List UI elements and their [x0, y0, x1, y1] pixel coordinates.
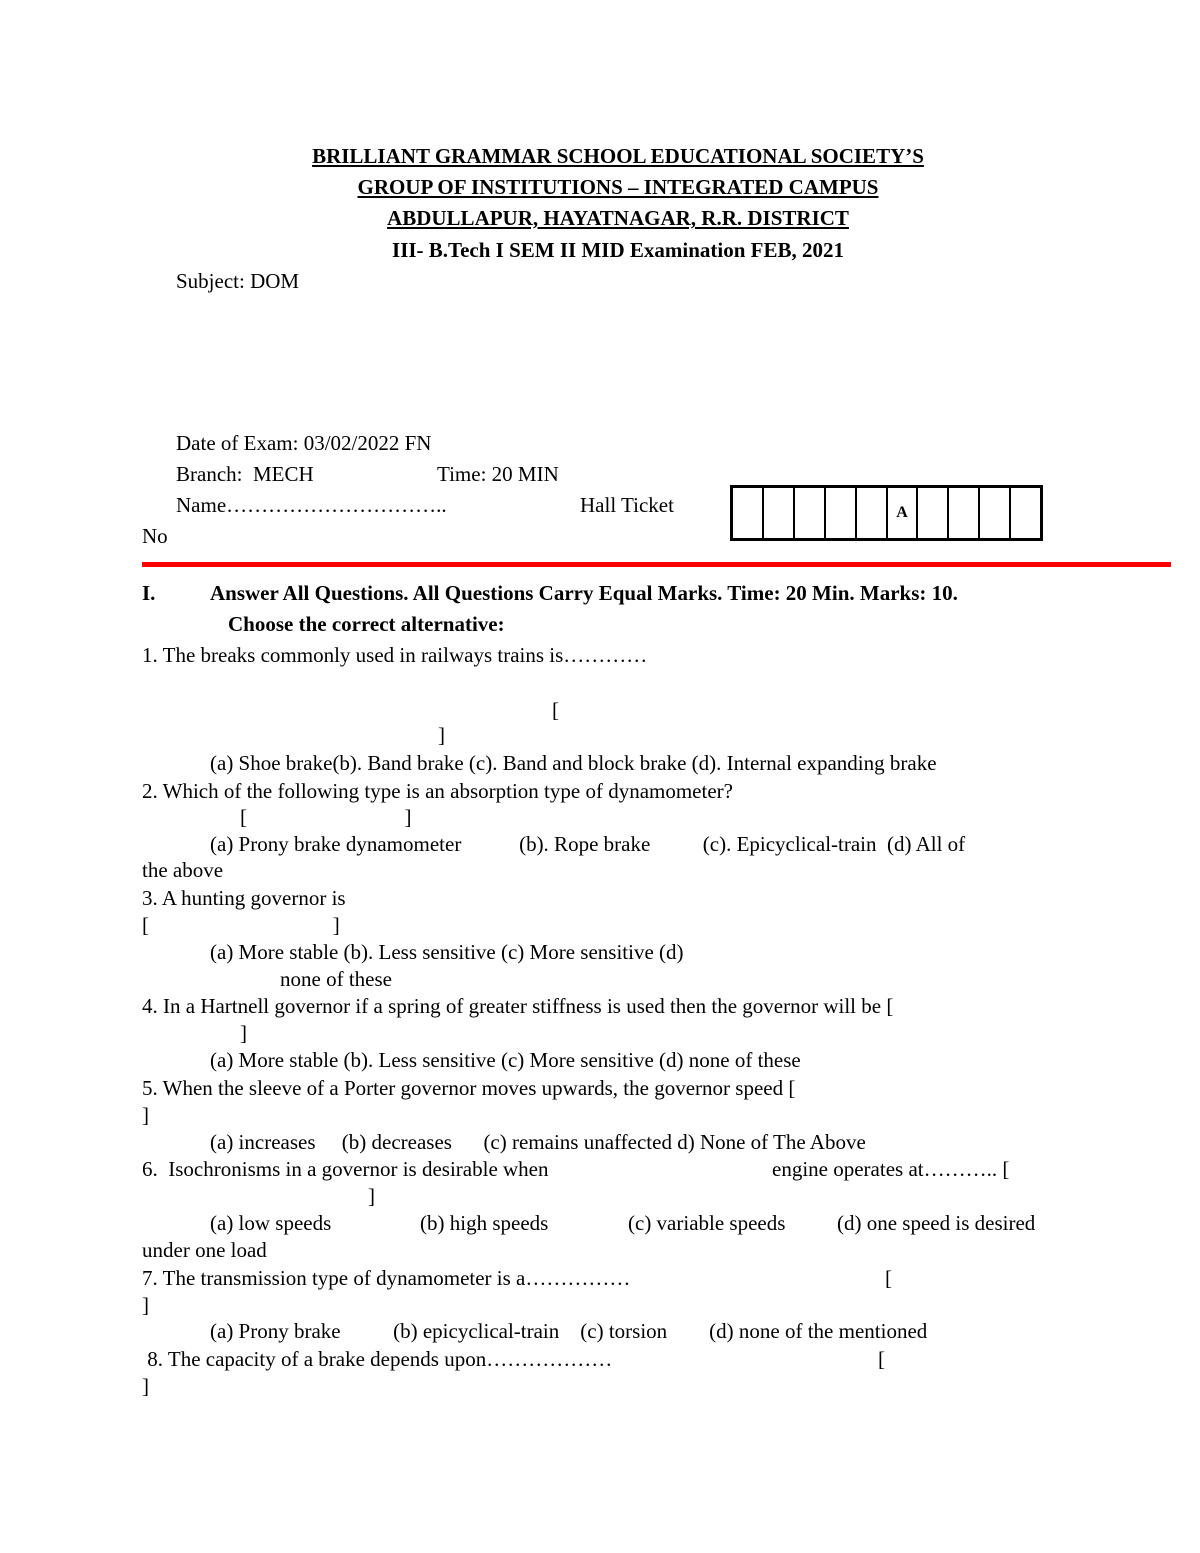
red-divider — [142, 562, 1171, 567]
hall-ticket-cell[interactable] — [1011, 488, 1040, 538]
exam-time: Time: 20 MIN — [437, 462, 559, 486]
answer-bracket-close: ] — [438, 723, 445, 747]
question-6-option-a: (a) low speeds — [210, 1211, 332, 1235]
branch: Branch: MECH — [176, 462, 314, 486]
question-8: 8. The capacity of a brake depends upon……………… — [142, 1347, 613, 1371]
answer-bracket-close: ] — [368, 1184, 375, 1208]
question-7-options: (a) Prony brake (b) epicyclical-train (c) torsion (d) none of the mentioned — [210, 1319, 928, 1343]
question-6-option-c: (c) variable speeds — [628, 1211, 786, 1235]
question-3-options-cont: none of these — [280, 967, 392, 991]
answer-bracket-close: ] — [142, 1374, 149, 1398]
hall-ticket-cell[interactable] — [826, 488, 857, 538]
header-address-line: ABDULLAPUR, HAYATNAGAR, R.R. DISTRICT — [387, 206, 849, 230]
answer-bracket-open: [ — [552, 698, 559, 722]
section-subinstruction: Choose the correct alternative: — [228, 612, 505, 636]
exam-date: Date of Exam: 03/02/2022 FN — [176, 431, 432, 455]
header-institution-line: BRILLIANT GRAMMAR SCHOOL EDUCATIONAL SOCIETY’S — [312, 144, 924, 168]
section-instruction: Answer All Questions. All Questions Carry Equal Marks. Time: 20 Min. Marks: 10. — [210, 581, 958, 605]
question-4-options: (a) More stable (b). Less sensitive (c) More sensitive (d) none of these — [210, 1048, 801, 1072]
answer-bracket-open: [ — [878, 1347, 885, 1371]
question-7: 7. The transmission type of dynamometer is a…………… — [142, 1266, 631, 1290]
question-2-options-cont: the above — [142, 858, 224, 882]
question-6: 6. Isochronisms in a governor is desirable when — [142, 1157, 549, 1181]
question-3-options: (a) More stable (b). Less sensitive (c) More sensitive (d) — [210, 940, 684, 964]
hall-ticket-cell[interactable] — [733, 488, 764, 538]
hall-ticket-cell[interactable]: A — [888, 488, 919, 538]
answer-bracket-close: ] — [142, 1293, 149, 1317]
question-6-options-cont: under one load — [142, 1238, 267, 1262]
answer-bracket-close: ] — [142, 1103, 149, 1127]
hall-ticket-cell[interactable] — [918, 488, 949, 538]
hall-ticket-cell[interactable] — [980, 488, 1011, 538]
question-3: 3. A hunting governor is — [142, 886, 346, 910]
answer-bracket: [ ] — [240, 805, 412, 829]
question-5-options: (a) increases (b) decreases (c) remains unaffected d) None of The Above — [210, 1130, 866, 1154]
header-group-line: GROUP OF INSTITUTIONS – INTEGRATED CAMPUS — [357, 175, 879, 199]
question-2: 2. Which of the following type is an absorption type of dynamometer? — [142, 779, 733, 803]
name-field[interactable]: Name………………………….. — [176, 493, 447, 517]
answer-bracket-open: [ — [885, 1266, 892, 1290]
question-5: 5. When the sleeve of a Porter governor moves upwards, the governor speed [ — [142, 1076, 796, 1100]
hall-ticket-no-label: No — [142, 524, 168, 548]
subject-line: Subject: DOM — [176, 269, 300, 293]
question-6-option-b: (b) high speeds — [420, 1211, 549, 1235]
question-6-option-d: (d) one speed is desired — [837, 1211, 1036, 1235]
hall-ticket-cell[interactable] — [764, 488, 795, 538]
answer-bracket-close: ] — [240, 1021, 247, 1045]
question-1: 1. The breaks commonly used in railways trains is………… — [142, 643, 648, 667]
section-numeral: I. — [142, 581, 156, 605]
question-1-options: (a) Shoe brake(b). Band brake (c). Band and block brake (d). Internal expanding brake — [210, 751, 937, 775]
hall-ticket-grid[interactable] — [730, 485, 1043, 541]
exam-title: III- B.Tech I SEM II MID Examination FEB, 2021 — [392, 238, 844, 262]
question-2-options: (a) Prony brake dynamometer (b). Rope brake (c). Epicyclical-train (d) All of — [210, 832, 966, 856]
hall-ticket-label: Hall Ticket — [580, 493, 674, 517]
question-4: 4. In a Hartnell governor if a spring of greater stiffness is used then the governor will be [ — [142, 994, 894, 1018]
hall-ticket-cell[interactable] — [949, 488, 980, 538]
question-6-cont: engine operates at……….. [ — [772, 1157, 1010, 1181]
answer-bracket: [ ] — [142, 913, 340, 937]
hall-ticket-cell[interactable] — [857, 488, 888, 538]
hall-ticket-cell[interactable] — [795, 488, 826, 538]
